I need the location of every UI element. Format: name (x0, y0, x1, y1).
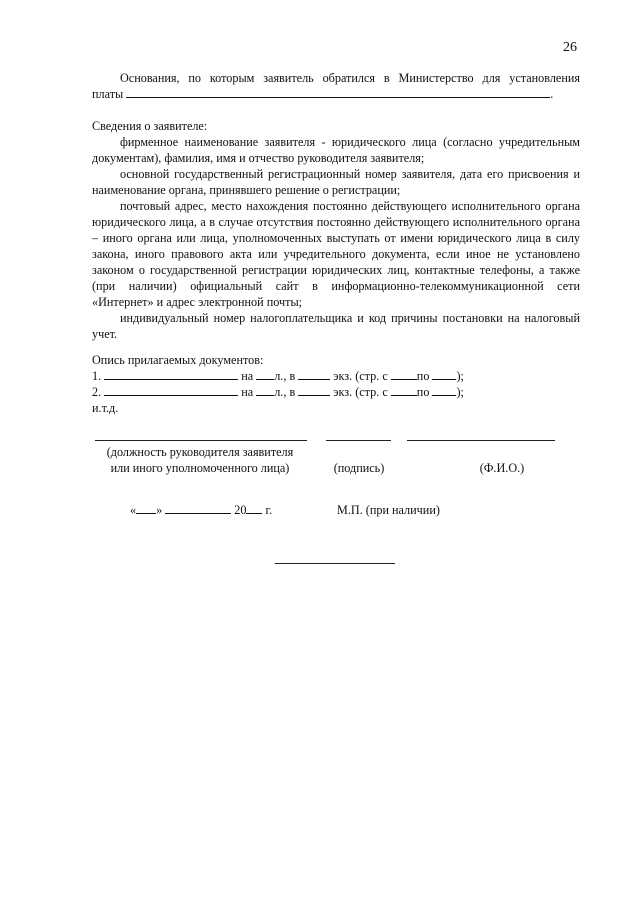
stamp-label: М.П. (при наличии) (337, 503, 440, 517)
grounds-label: платы (92, 87, 124, 101)
applicant-heading: Сведения о заявителе: (92, 119, 208, 133)
row-number: 2. (92, 385, 102, 399)
inventory-etc: и.т.д. (92, 401, 119, 415)
page-number: 26 (563, 40, 577, 55)
full-name-line (407, 440, 555, 441)
inventory-row-2: 2. на л., в экз. (стр. с по ); (92, 385, 464, 399)
grounds-end: . (550, 87, 554, 101)
position-caption: (должность руководителя заявителя или иного уполномоченного лица) (106, 445, 294, 475)
signature-caption: (подпись) (333, 461, 385, 475)
grounds-line-2 (92, 86, 580, 102)
full-name-caption: (Ф.И.О.) (479, 461, 525, 475)
grounds-section (92, 70, 580, 102)
grounds-line-1: Основания, по которым заявитель обратился в Министерство для установления (120, 71, 580, 85)
date-line: « » 20 г. (130, 503, 273, 517)
applicant-item-1: фирменное наименование заявителя - юридического лица (согласно учредительным документам), фамилия, имя и отчество руководителя заявителя; (92, 135, 580, 165)
closing-rule (275, 563, 395, 564)
inventory-section (92, 352, 580, 416)
inventory-heading: Опись прилагаемых документов: (92, 353, 264, 367)
grounds-fill-line (126, 86, 550, 98)
signature-line (326, 440, 391, 441)
position-signature-line (95, 440, 307, 441)
row-number: 1. (92, 369, 102, 383)
applicant-item-3: почтовый адрес, место нахождения постоянно действующего исполнительного органа юридического лица, а в случае отсутствия постоянно действующего исполнительного органа – иного органа или лица, уполномоченных выступать от имени юридического лица в силу закона, иного правового акта или учредительного документа, если иное не установлено законом о государственной регистрации юридических лиц, контактные телефоны, а также (при наличии) официальный сайт в информационно-телекоммуникационной сети «Интернет» и адрес электронной почты; (92, 199, 580, 309)
applicant-section (92, 118, 580, 342)
applicant-item-4: индивидуальный номер налогоплательщика и код причины постановки на налоговый учет. (92, 311, 580, 341)
inventory-row-1: 1. на л., в экз. (стр. с по ); (92, 369, 464, 383)
applicant-item-2: основной государственный регистрационный номер заявителя, дата его присвоения и наименование органа, принявшего решение о регистрации; (92, 167, 580, 197)
